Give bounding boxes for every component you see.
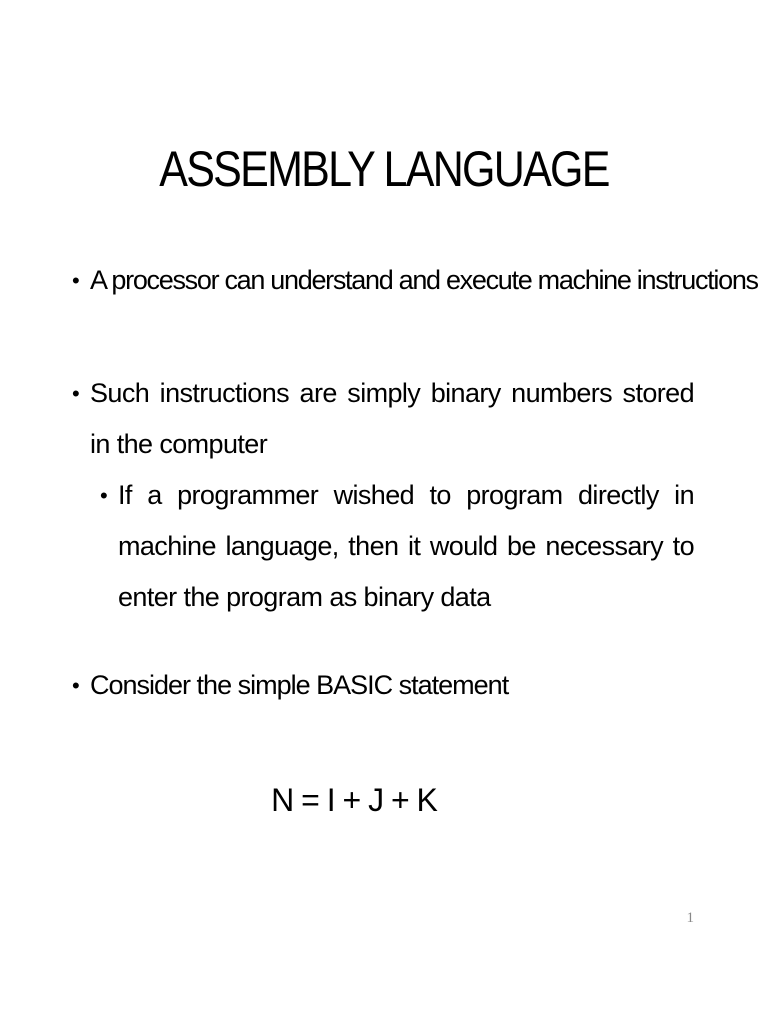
slide-title: ASSEMBLY LANGUAGE: [159, 141, 609, 197]
bullet-text: Such instructions are simply binary numbers stored in the computer: [90, 378, 694, 459]
bullet-marker: •: [72, 673, 80, 698]
bullet-marker: •: [72, 381, 80, 406]
bullet-text: Consider the simple BASIC statement: [90, 670, 509, 700]
bullet-text: A processor can understand and execute machine instructions: [90, 265, 758, 295]
sub-bullet-text: If a programmer wished to program directly in machine language, then it would be necessary to enter the program as binary data: [118, 480, 694, 612]
equation: N = I + J + K: [271, 782, 437, 818]
bullet-item: [72, 368, 694, 470]
bullet-item: [72, 255, 758, 306]
sub-bullet-item: [100, 470, 694, 623]
sub-bullet-marker: •: [100, 483, 108, 508]
bullet-marker: •: [72, 268, 80, 293]
bullet-item: [72, 660, 694, 711]
page-number: 1: [686, 910, 694, 926]
